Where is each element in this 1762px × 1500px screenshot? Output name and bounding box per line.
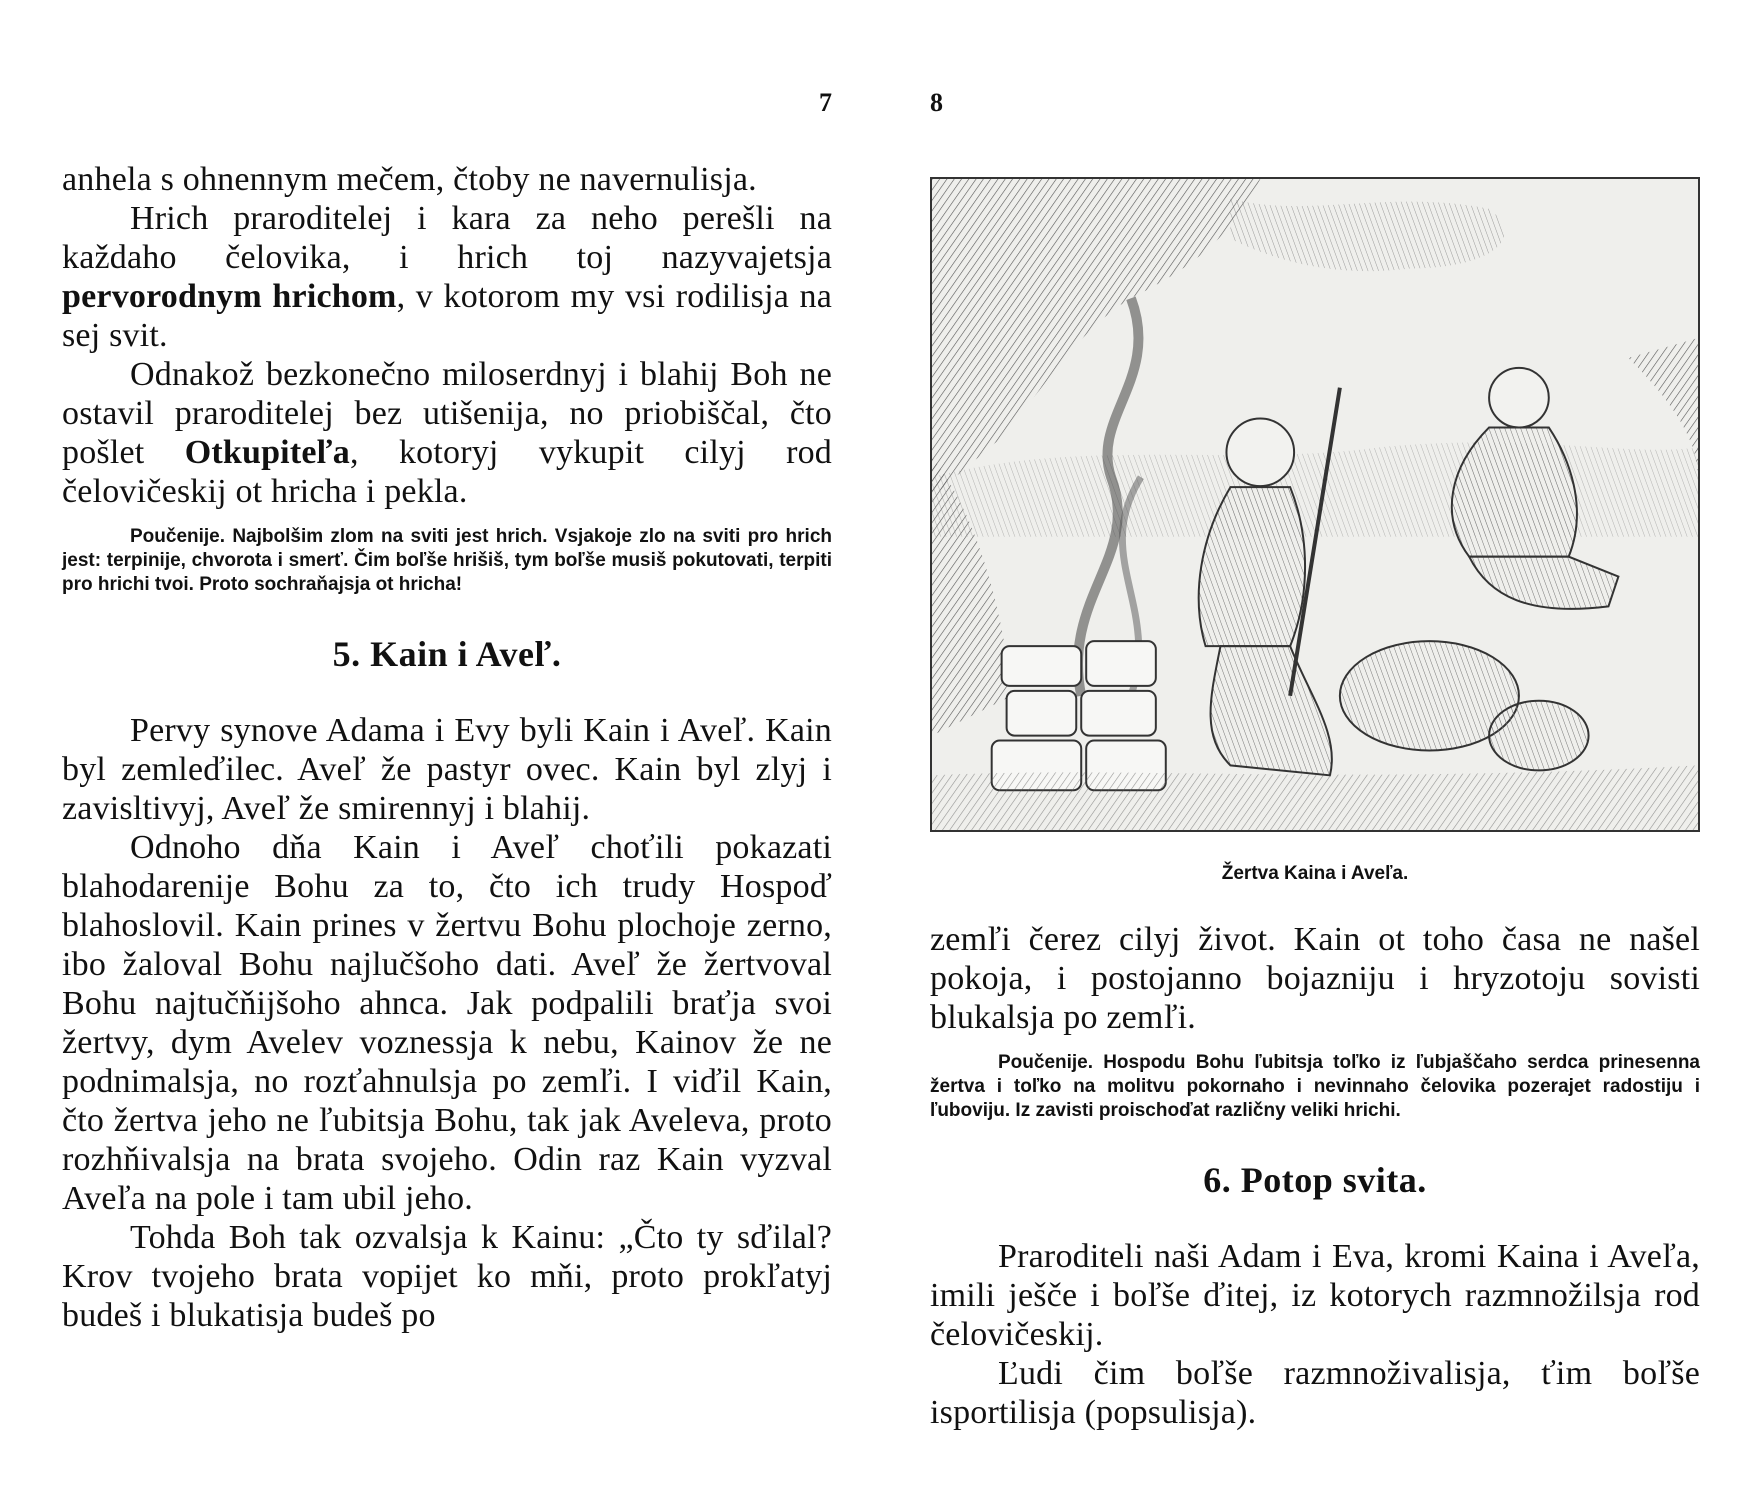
paragraph: anhela s ohnennym mečem, čtoby ne navernulisja. — [62, 161, 757, 198]
paragraph: Tohda Boh tak ozvalsja k Kainu: „Čto ty sďilal? Krov tvojeho brata vopijet ko mňi, proto prokľatyj budeš i blukatisja budeš po — [62, 1219, 832, 1334]
paragraph: Ľudi čim boľše razmnoživalisja, ťim boľše isportilisja (popsulisja). — [930, 1355, 1700, 1431]
bold-term: Otkupiteľa — [184, 434, 350, 471]
text-span: , v kotorom my vsi rodilisja na sej svit. — [62, 278, 833, 354]
text-span: Odnakož bezkonečno miloserdnyj i blahij Boh ne ostavil praroditelej bez utišenija, no priobiščal, čto pošlet — [62, 356, 832, 471]
page-number-left: 7 — [819, 88, 832, 117]
left-page — [62, 0, 832, 1500]
paragraph: Odnoho dňa Kain i Aveľ choťili pokazati blahodarenije Bohu za to, čto ich trudy Hospoď blahoslovil. Kain prines v žertvu Bohu plochoje zerno, ibo žaloval Bohu najlučšoho dati. Aveľ že žertvoval Bohu najtučňijšoho ahnca. Jak podpalili braťja svoi žertvy, dym Avelev voznessja k nebu, Kainov že ne podnimalsja, no rozťahnulsja po zemľi. I viďil Kain, čto žertva jeho ne ľubitsja Bohu, tak jak Aveleva, proto rozhňivalsja na brata svojeho. Odin raz Kain vyzval Aveľa na pole i tam ubil jeho. — [62, 829, 832, 1217]
engraving-illustration — [932, 179, 1698, 830]
paragraph — [62, 355, 832, 511]
paragraph: Praroditeli naši Adam i Eva, kromi Kaina i Aveľa, imili ješče i boľše ďitej, iz kotorych razmnožilsja rod čelovičeskij. — [930, 1238, 1700, 1353]
section-heading: 6. Potop svita. — [1203, 1160, 1427, 1200]
bold-term: pervorodnym hrichom — [62, 278, 397, 315]
right-page — [930, 0, 1700, 1500]
text-span: Hrich praroditelej i kara za neho perešli na každaho čelovika, i hrich toj nazyvajetsja — [62, 200, 832, 276]
paragraph — [62, 199, 832, 355]
lesson-note: Poučenije. Hospodu Bohu ľubitsja toľko iz ľubjaščaho serdca prinesenna žertva i toľko na molitvu pokornaho i nevinnaho čelovika pozerajet radostiju i ľuboviju. Iz zavisti proischoďat različny veliki hrichi. — [930, 1052, 1700, 1121]
left-column — [62, 160, 832, 1335]
figure-caption: Žertva Kaina i Aveľa. — [1221, 863, 1409, 884]
lesson-note: Poučenije. Najbolšim zlom na sviti jest hrich. Vsjakoje zlo na sviti pro hrich jest: terpinije, chvorota i smerť. Čim boľše hrišiš, tym boľše musiš pokutovati, terpiti pro hrichi tvoi. Proto sochraňajsja ot hricha! — [62, 526, 832, 595]
text-span: , kotoryj vykupit cilyj rod čelovičeskij ot hricha i pekla. — [62, 434, 832, 510]
section-heading: 5. Kain i Aveľ. — [332, 634, 562, 674]
right-column — [930, 920, 1700, 1432]
illustration-sacrifice — [930, 177, 1700, 832]
page-number-right: 8 — [930, 88, 943, 117]
paragraph: zemľi čerez cilyj život. Kain ot toho časa ne našel pokoja, i postojanno bojazniju i hryzotoju sovisti blukalsja po zemľi. — [930, 921, 1700, 1036]
paragraph: Pervy synove Adama i Evy byli Kain i Aveľ. Kain byl zemleďilec. Aveľ že pastyr ovec. Kain byl zlyj i zavisltivyj, Aveľ že smirennyj i blahij. — [62, 712, 832, 827]
